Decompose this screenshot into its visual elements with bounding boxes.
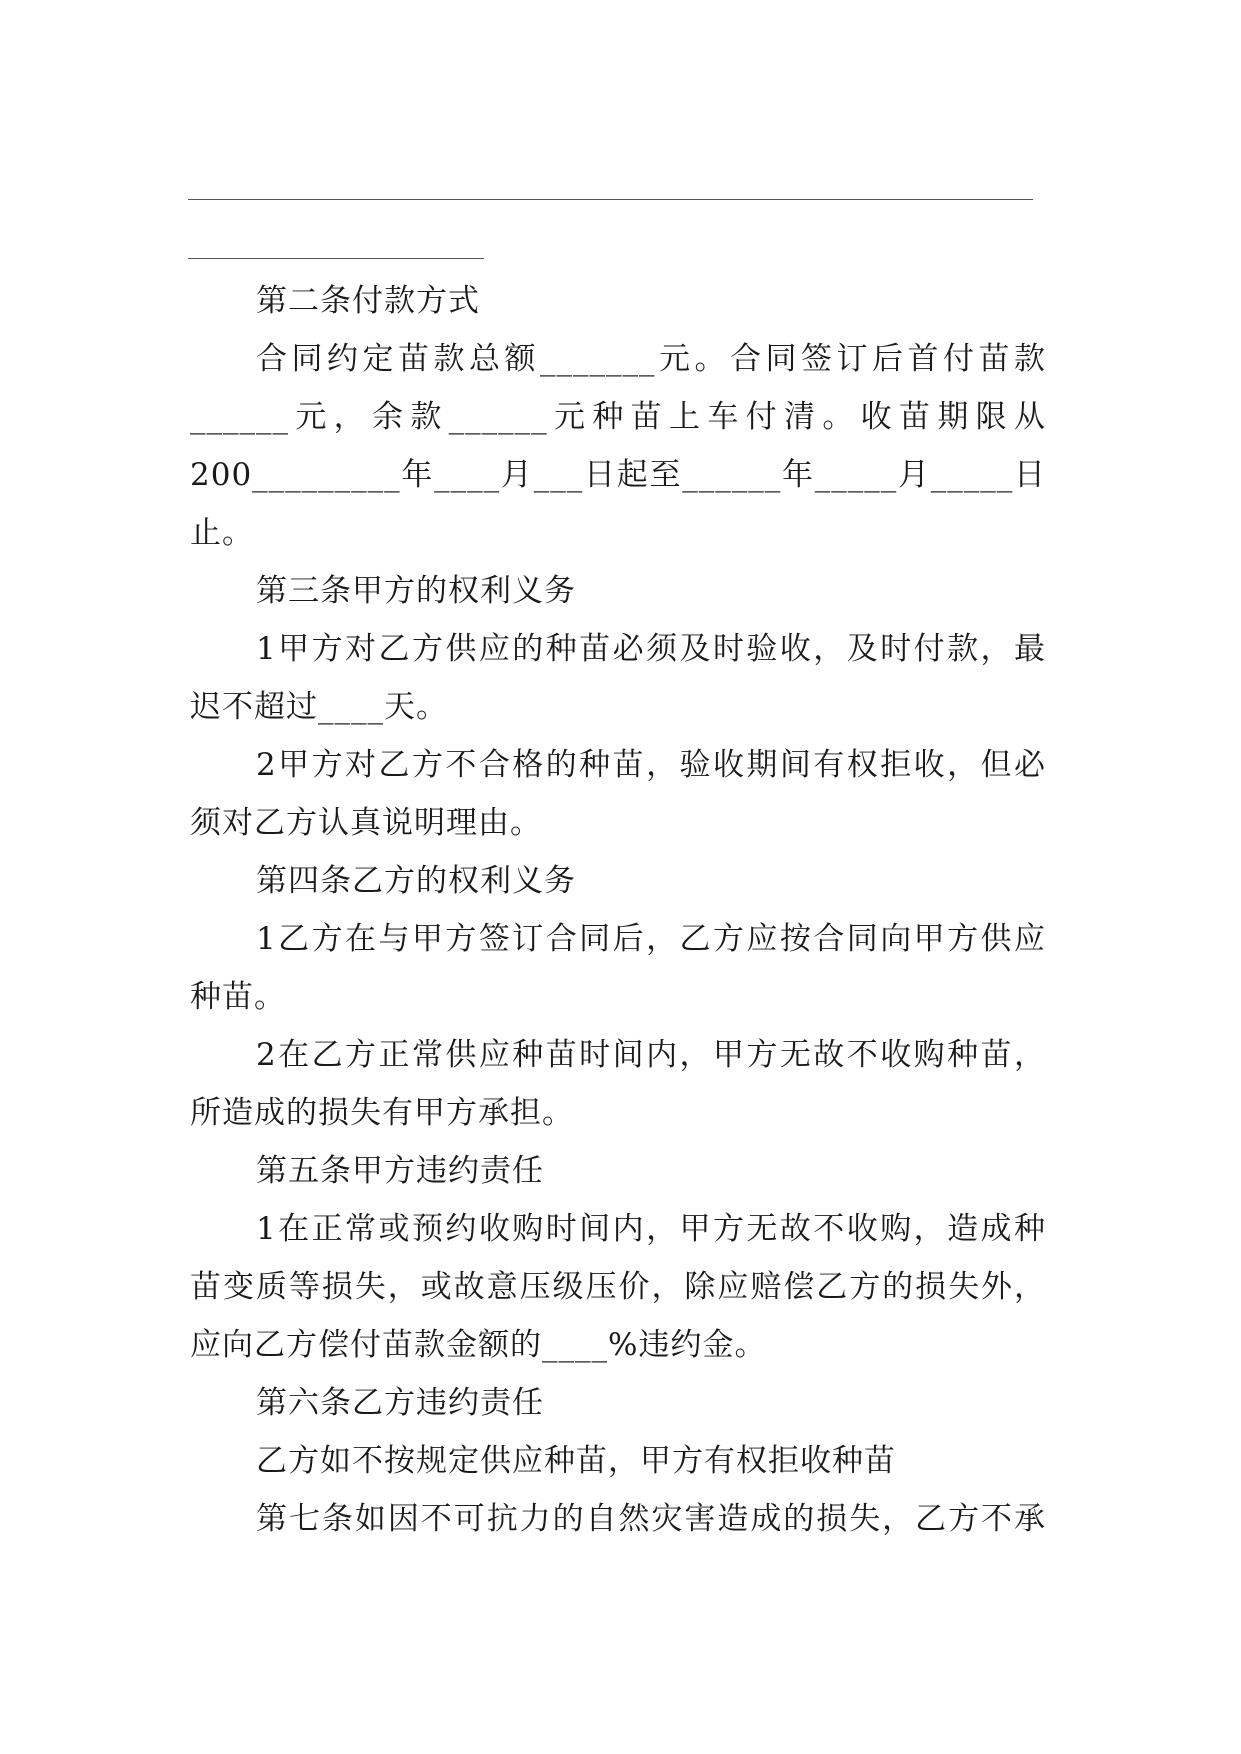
paragraph-line: 种苗。 (190, 979, 286, 1015)
paragraph-line: 乙方如不按规定供应种苗，甲方有权拒收种苗 (256, 1443, 896, 1479)
paragraph-line: 1甲方对乙方供应的种苗必须及时验收，及时付款，最 (256, 631, 1046, 667)
paragraph-line: 第七条如因不可抗力的自然灾害造成的损失，乙方不承 (256, 1501, 1046, 1537)
paragraph-line: 1在正常或预约收购时间内，甲方无故不收购，造成种 (256, 1211, 1046, 1247)
section-heading-party-a-liability: 第五条甲方违约责任 (256, 1153, 544, 1189)
paragraph-line: 止。 (190, 515, 254, 551)
paragraph-line: ______元，余款______元种苗上车付清。收苗期限从 (190, 399, 1046, 435)
paragraph-line: 1乙方在与甲方签订合同后，乙方应按合同向甲方供应 (256, 921, 1046, 957)
blank-fill-line (188, 258, 484, 259)
paragraph-line: 苗变质等损失，或故意压级压价，除应赔偿乙方的损失外， (190, 1269, 1046, 1305)
paragraph-line: 200_________年____月___日起至______年_____月_____日 (190, 457, 1046, 493)
paragraph-line: 应向乙方偿付苗款金额的____%违约金。 (190, 1327, 767, 1363)
blank-fill-line (188, 199, 1033, 200)
paragraph-line: 迟不超过____天。 (190, 689, 448, 725)
section-heading-party-b-rights: 第四条乙方的权利义务 (256, 863, 576, 899)
paragraph-line: 须对乙方认真说明理由。 (190, 805, 542, 841)
section-heading-party-a-rights: 第三条甲方的权利义务 (256, 573, 576, 609)
section-heading-party-b-liability: 第六条乙方违约责任 (256, 1385, 544, 1421)
section-heading-payment: 第二条付款方式 (256, 283, 480, 319)
paragraph-line: 所造成的损失有甲方承担。 (190, 1095, 574, 1131)
paragraph-line: 2甲方对乙方不合格的种苗，验收期间有权拒收，但必 (256, 747, 1046, 783)
paragraph-line: 2在乙方正常供应种苗时间内，甲方无故不收购种苗， (256, 1037, 1046, 1073)
paragraph-line: 合同约定苗款总额_______元。合同签订后首付苗款 (256, 341, 1046, 377)
